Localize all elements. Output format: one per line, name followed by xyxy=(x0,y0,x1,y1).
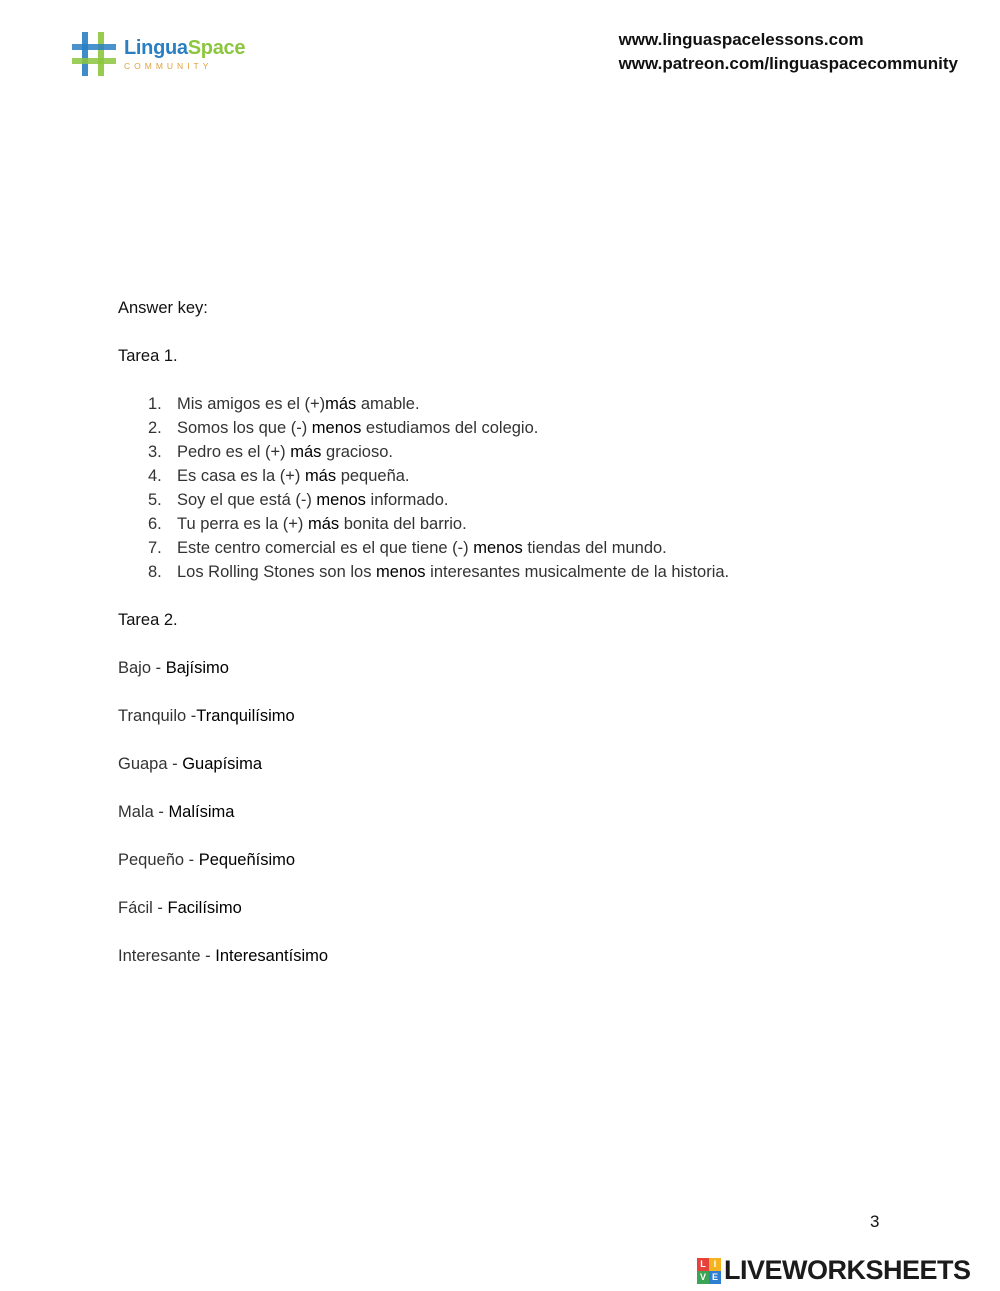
word-pair xyxy=(118,752,918,776)
list-item xyxy=(148,536,918,560)
item-answer: más xyxy=(290,443,322,461)
base-word: Fácil - xyxy=(118,899,168,917)
item-answer: más xyxy=(304,467,337,485)
base-word: Mala - xyxy=(118,803,169,821)
word-pair xyxy=(118,704,918,728)
word-pair xyxy=(118,944,918,968)
item-before: Los Rolling Stones son los xyxy=(177,563,377,581)
superlative-answer: Malísima xyxy=(168,803,235,821)
liveworksheets-logo xyxy=(697,1255,971,1286)
item-number: 1. xyxy=(148,395,162,413)
item-number: 6. xyxy=(148,515,162,533)
word-pair xyxy=(118,656,918,680)
list-item xyxy=(148,560,918,584)
base-word: Interesante - xyxy=(118,947,216,965)
base-word: Pequeño - xyxy=(118,851,199,869)
item-number: 8. xyxy=(148,563,162,581)
item-before: Pedro es el (+) xyxy=(177,443,291,461)
item-number: 4. xyxy=(148,467,162,485)
linguaspace-logo xyxy=(70,30,245,78)
item-after: tiendas del mundo. xyxy=(522,539,667,557)
word-pair xyxy=(118,800,918,824)
item-after: informado. xyxy=(365,491,449,509)
answer-key-title: Answer key: xyxy=(118,299,208,317)
item-text xyxy=(177,560,729,584)
hashtag-logo-icon xyxy=(70,30,118,78)
badge-letter: I xyxy=(709,1258,721,1271)
item-after: bonita del barrio. xyxy=(339,515,467,533)
header-urls xyxy=(619,28,958,76)
item-after: estudiamos del colegio. xyxy=(361,419,539,437)
item-answer: más xyxy=(307,515,340,533)
answer-key-content xyxy=(118,296,918,992)
tarea2-list xyxy=(118,656,918,968)
live-badge-icon xyxy=(697,1258,721,1284)
list-item xyxy=(148,440,918,464)
tarea1-list xyxy=(118,392,918,584)
list-item xyxy=(148,488,918,512)
item-after: gracioso. xyxy=(321,443,393,461)
url-patreon[interactable]: www.patreon.com/linguaspacecommunity xyxy=(618,54,958,73)
item-number: 2. xyxy=(148,419,162,437)
item-answer: menos xyxy=(316,491,366,509)
item-text xyxy=(177,512,467,536)
item-number: 7. xyxy=(148,539,162,557)
item-text xyxy=(177,488,448,512)
item-text xyxy=(177,416,538,440)
item-text xyxy=(177,392,420,416)
item-answer: menos xyxy=(473,539,523,557)
item-after: pequeña. xyxy=(336,467,410,485)
item-answer: menos xyxy=(376,563,426,581)
logo-name xyxy=(124,38,245,58)
liveworksheets-brand: LIVEWORKSHEETS xyxy=(724,1255,971,1285)
list-item xyxy=(148,464,918,488)
item-before: Soy el que está (-) xyxy=(177,491,317,509)
superlative-answer: Bajísimo xyxy=(165,659,229,677)
base-word: Bajo - xyxy=(118,659,166,677)
badge-letter: V xyxy=(697,1271,709,1284)
base-word: Tranquilo - xyxy=(118,707,197,725)
superlative-answer: Facilísimo xyxy=(167,899,242,917)
logo-name-space: Space xyxy=(187,36,246,59)
item-text xyxy=(177,464,410,488)
item-text xyxy=(177,440,393,464)
logo-name-lingua: Lingua xyxy=(124,36,188,59)
tarea1-title: Tarea 1. xyxy=(118,347,178,365)
superlative-answer: Tranquilísimo xyxy=(196,707,295,725)
item-number: 5. xyxy=(148,491,162,509)
item-before: Tu perra es la (+) xyxy=(177,515,308,533)
tarea2-title: Tarea 2. xyxy=(118,611,178,629)
badge-letter: L xyxy=(697,1258,709,1271)
word-pair xyxy=(118,896,918,920)
item-number: 3. xyxy=(148,443,162,461)
superlative-answer: Guapísima xyxy=(182,755,263,773)
item-after: interesantes musicalmente de la historia. xyxy=(425,563,730,581)
superlative-answer: Pequeñísimo xyxy=(198,851,296,869)
list-item xyxy=(148,512,918,536)
item-text xyxy=(177,536,667,560)
item-before: Este centro comercial es el que tiene (-) xyxy=(177,539,474,557)
item-before: Somos los que (-) xyxy=(177,419,312,437)
list-item xyxy=(148,392,918,416)
item-before: Mis amigos es el (+) xyxy=(177,395,326,413)
list-item xyxy=(148,416,918,440)
item-before: Es casa es la (+) xyxy=(177,467,305,485)
item-after: amable. xyxy=(356,395,420,413)
base-word: Guapa - xyxy=(118,755,183,773)
superlative-answer: Interesantísimo xyxy=(215,947,329,965)
logo-subtitle: COMMUNITY xyxy=(124,60,213,71)
item-answer: menos xyxy=(311,419,362,437)
url-lessons[interactable]: www.linguaspacelessons.com xyxy=(618,30,864,49)
item-answer: más xyxy=(325,395,357,413)
page-number: 3 xyxy=(870,1212,880,1231)
badge-letter: E xyxy=(709,1271,721,1284)
word-pair xyxy=(118,848,918,872)
